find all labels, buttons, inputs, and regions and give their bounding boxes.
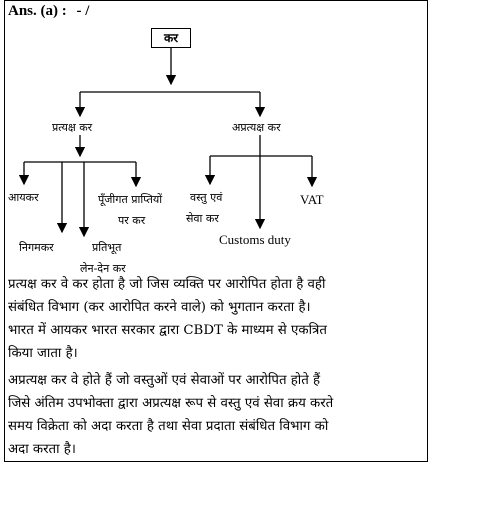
pratibhut-node-line1: प्रतिभूत (92, 241, 122, 254)
gst-node-line1: वस्तु एवं (190, 191, 223, 204)
para1-line1: प्रत्यक्ष कर वे कर होता है जो जिस व्यक्ति पर आरोपित होता है वही (8, 277, 326, 292)
pratibhut-node-line2: लेन-देन कर (80, 262, 126, 275)
punjigat-node-line2: पर कर (118, 214, 146, 227)
vat-node: VAT (300, 192, 324, 207)
para2-line4: अदा करता है। (8, 442, 76, 457)
para2-line1: अप्रत्यक्ष कर वे होते हैं जो वस्तुओं एवं सेवाओं पर आरोपित होते हैं (8, 373, 321, 388)
answer-label: Ans. (a) : (8, 3, 67, 19)
direct-tax-paragraph (8, 273, 426, 365)
para1-line3: भारत में आयकर भारत सरकार द्वारा CBDT के माध्यम से एकत्रित (8, 323, 327, 338)
nigamkar-node: निगमकर (19, 241, 54, 254)
root-node: कर (151, 28, 191, 48)
answer-mark: - / (76, 3, 90, 19)
aaykar-node: आयकर (8, 191, 39, 204)
customs-node: Customs duty (219, 232, 291, 247)
indirect-tax-paragraph (8, 369, 426, 461)
direct-tax-node: प्रत्यक्ष कर (52, 121, 93, 134)
para2-line2: जिसे अंतिम उपभोक्ता द्वारा अप्रत्यक्ष रूप से वस्तु एवं सेवा क्रय करते (8, 396, 334, 411)
para2-line3: समय विक्रेता को अदा करता है तथा सेवा प्रदाता संबंधित विभाग को (8, 419, 329, 434)
para1-line4: किया जाता है। (8, 346, 78, 361)
para1-line2: संबंधित विभाग (कर आरोपित करने वाले) को भुगतान करता है। (8, 300, 311, 315)
gst-node-line2: सेवा कर (186, 212, 219, 225)
punjigat-node-line1: पूँजीगत प्राप्तियों (98, 193, 163, 206)
indirect-tax-node: अप्रत्यक्ष कर (232, 121, 281, 134)
